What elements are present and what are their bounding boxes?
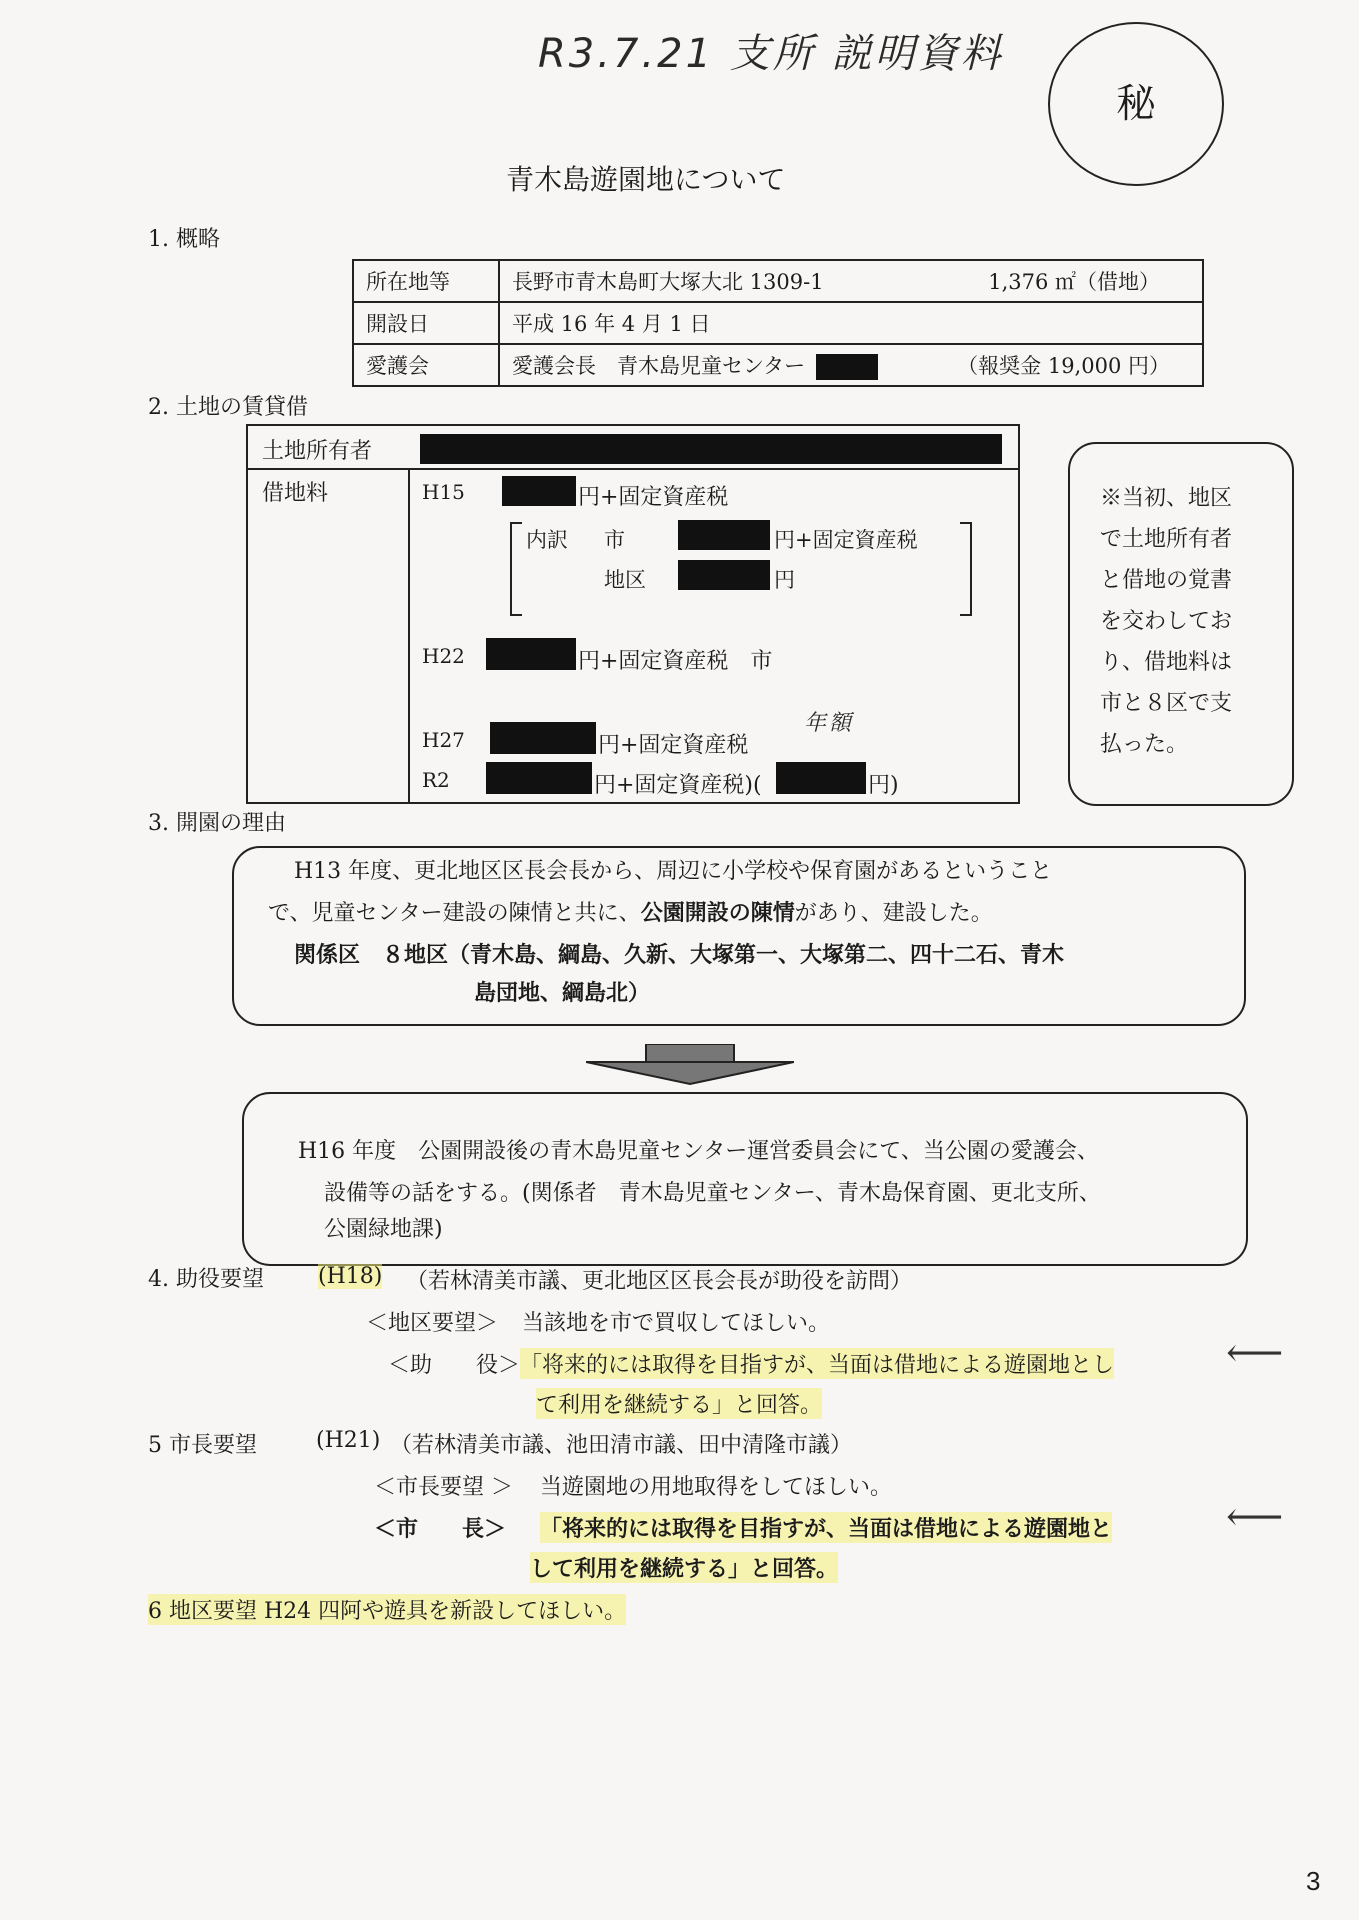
mayor-request: 当遊園地の用地取得をしてほしい。 — [540, 1475, 893, 1500]
h22-label: H22 — [422, 644, 465, 668]
bracket-left — [510, 522, 522, 616]
redaction-block — [490, 722, 596, 754]
mayor-answer-2: して利用を継続する」と回答。 — [530, 1552, 838, 1583]
annual-note: 年額 — [804, 711, 855, 736]
table-cell-value: 平成 16 年 4 月 1 日 — [499, 302, 1203, 344]
redaction-block — [678, 520, 770, 550]
bracket-right — [960, 522, 972, 616]
deputy-answer-label: ＜助 役＞ — [388, 1353, 521, 1378]
district-request: H24 四阿や遊具を新設してほしい。 — [264, 1599, 627, 1624]
h15-text: 円+固定資産税 — [578, 485, 729, 510]
section-6 — [148, 1594, 626, 1625]
section-1-heading: 1. 概略 — [148, 227, 220, 252]
section-3-heading: 3. 開園の理由 — [148, 811, 286, 836]
redaction-block — [776, 762, 866, 794]
left-arrow-icon: ⟵ — [1226, 1330, 1284, 1376]
h16-box — [242, 1092, 1248, 1266]
section-5-heading: 5 市長要望 — [148, 1433, 257, 1458]
r2-text: 円+固定資産税)( — [594, 773, 762, 798]
page-number: 3 — [1306, 1866, 1321, 1896]
h22-text: 円+固定資産税 市 — [578, 649, 773, 674]
h16-line-3: 公園緑地課) — [324, 1217, 443, 1242]
redaction-block — [486, 762, 592, 794]
address-text: 長野市青木島町大塚大北 1309-1 — [512, 270, 824, 294]
h16-line-1: H16 年度 公園開設後の青木島児童センター運営委員会にて、当公園の愛護会、 — [298, 1139, 1099, 1164]
redaction-block — [678, 560, 770, 590]
reason-line-3: 関係区 ８地区（青木島、綱島、久新、大塚第一、大塚第二、四十二石、青木 — [294, 942, 1065, 968]
owner-label: 土地所有者 — [262, 439, 373, 464]
reason-line-2 — [268, 896, 993, 927]
mayor-answer-1: 「将来的には取得を目指すが、当面は借地による遊園地と — [540, 1512, 1112, 1543]
deputy-request: 当該地を市で買収してほしい。 — [522, 1311, 831, 1336]
h27-text: 円+固定資産税 — [598, 733, 749, 758]
stamp-text: 秘 — [1116, 81, 1156, 127]
reason-text: で、児童センター建設の陳情と共に、 — [268, 901, 641, 926]
lease-divider — [248, 468, 1018, 470]
h15-label: H15 — [422, 480, 465, 504]
table-row — [353, 302, 1203, 344]
deputy-request-label: ＜地区要望＞ — [366, 1311, 499, 1336]
deputy-year — [318, 1264, 382, 1289]
table-cell-value — [499, 344, 1203, 386]
side-note-box — [1068, 442, 1294, 806]
deputy-answer-1: 「将来的には取得を目指すが、当面は借地による遊園地とし — [520, 1348, 1114, 1379]
table-cell-label: 愛護会 — [353, 344, 499, 386]
reason-text: があり、建設した。 — [794, 901, 993, 926]
r2-label: R2 — [422, 768, 450, 792]
table-row — [353, 344, 1203, 386]
table-row — [353, 260, 1203, 302]
confidential-stamp — [1048, 22, 1224, 186]
reason-line-1: H13 年度、更北地区区長会長から、周辺に小学校や保育園があるということ — [294, 859, 1053, 884]
breakdown-label: 内訳 — [526, 528, 568, 552]
deputy-visitors: （若林清美市議、更北地区区長会長が助役を訪問） — [406, 1269, 913, 1294]
mayor-answer-label: ＜市 長＞ — [374, 1516, 507, 1542]
h16-line-2: 設備等の話をする。(関係者 青木島児童センター、青木島保育園、更北支所、 — [324, 1181, 1101, 1206]
redaction-block — [816, 354, 878, 380]
reason-line-4: 島団地、綱島北） — [474, 980, 651, 1006]
page-title: 青木島遊園地について — [506, 163, 786, 196]
lease-table — [246, 424, 1020, 804]
left-arrow-icon: ⟵ — [1226, 1494, 1284, 1540]
overview-table — [352, 259, 1204, 387]
h27-label: H27 — [422, 728, 465, 752]
table-cell-label: 開設日 — [353, 302, 499, 344]
handwritten-note: R3.7.21 支所 説明資料 — [538, 31, 1004, 77]
owner-redaction — [420, 434, 1002, 464]
side-note-line: り、借地料は — [1100, 650, 1233, 675]
table-cell-value — [499, 260, 1203, 302]
city-text: 円+固定資産税 — [774, 528, 918, 552]
reward-text: （報奨金 19,000 円） — [957, 353, 1170, 378]
area-text: 1,376 ㎡（借地） — [988, 270, 1160, 294]
redaction-block — [502, 476, 576, 506]
r2-close: 円) — [868, 773, 899, 798]
association-text: 愛護会長 青木島児童センター — [512, 353, 806, 378]
reason-emphasis: 公園開設の陳情 — [640, 900, 795, 926]
side-note-line: ※当初、地区 — [1100, 486, 1233, 511]
lease-column-line — [408, 468, 410, 802]
deputy-year-text: (H18) — [318, 1264, 383, 1289]
deputy-answer-2: て利用を継続する」と回答。 — [536, 1388, 822, 1419]
district-text: 円 — [774, 568, 795, 592]
side-note-line: と借地の覚書 — [1100, 568, 1233, 593]
side-note-line: で土地所有者 — [1100, 527, 1233, 552]
section-4-heading: 4. 助役要望 — [148, 1267, 264, 1292]
redaction-block — [486, 638, 576, 670]
down-arrow-icon — [586, 1044, 794, 1086]
mayor-request-label: ＜市長要望 ＞ — [374, 1475, 513, 1500]
district-label: 地区 — [604, 568, 646, 592]
side-note-line: 市と８区で支 — [1100, 691, 1233, 716]
side-note — [1100, 478, 1232, 765]
mayor-visitors: （若林清美市議、池田清市議、田中清隆市議） — [390, 1433, 853, 1458]
section-2-heading: 2. 土地の賃貸借 — [148, 395, 308, 420]
side-note-line: 払った。 — [1100, 732, 1189, 757]
side-note-line: を交わしてお — [1100, 609, 1233, 634]
fee-label: 借地料 — [262, 481, 329, 506]
section-6-heading: 6 地区要望 — [148, 1599, 257, 1624]
mayor-year: (H21) — [316, 1428, 381, 1453]
reason-box — [232, 846, 1246, 1026]
table-cell-label: 所在地等 — [353, 260, 499, 302]
city-label: 市 — [604, 528, 625, 552]
